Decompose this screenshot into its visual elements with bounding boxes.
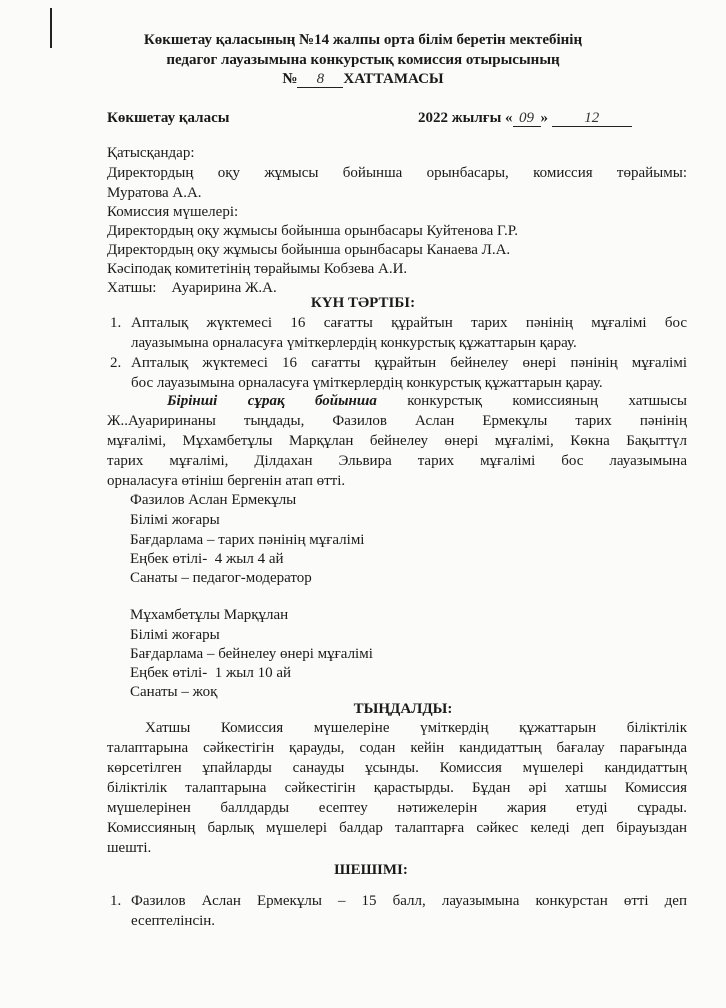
heard-line-1: Хатшы Комиссия мүшелеріне үміткердің құжаттарын біліктілік [145,720,687,736]
member-3: Кәсіподақ комитетінің төрайымы Кобзева А.И. [107,261,408,277]
participants-label: Қатысқандар: [107,145,195,161]
member-1: Директордың оқу жұмысы бойынша орынбасары Куйтенова Г.Р. [107,223,518,239]
heard-line-6: Комиссияның барлық мүшелері балдар талаптарға сәйкес келеді деп бірауыздан [107,820,687,836]
candidate-2-category: Санаты – жоқ [130,684,218,700]
chair-line-1: Директордың оқу жұмысы бойынша орынбасары, комиссия төрайымы: [107,165,687,181]
candidate-2-education: Білімі жоғары [130,627,220,643]
heard-line-3: көрсетілген ұпайларды санауды ұсынды. Комиссия мүшелері кандидаттың [107,760,687,776]
candidate-2-program: Бағдарлама – бейнелеу өнері мұғалімі [130,646,373,662]
candidate-1-program: Бағдарлама – тарих пәнінің мұғалімі [130,532,365,548]
agenda-item-1-line-1: Апталық жүктемесі 16 сағатты құрайтын тарих пәнінің мұғалімі бос [131,315,687,331]
decision-title: ШЕШІМІ: [334,862,408,878]
first-question-lead: Бірінші сұрақ бойынша [167,393,377,409]
heard-line-7: шешті. [107,840,152,856]
candidate-2-experience: Еңбек өтілі- 1 жыл 10 ай [130,665,292,681]
agenda-item-2-line-1: Апталық жүктемесі 16 сағатты құрайтын бейнелеу өнері пәнінің мұғалімі [131,355,687,371]
candidate-1-education: Білімі жоғары [130,512,220,528]
heard-line-2: талаптарына сәйкестігін қарауды, содан кейін кандидаттың бағалау парағында [107,740,687,756]
protocol-number-field: 8 [297,72,343,88]
heard-line-5: мүшелерінен баллдарды есептеу нәтижелерін жария етуді сұрады. [107,800,687,816]
city: Көкшетау қаласы [107,110,230,126]
header-line-1: Көкшетау қаласының №14 жалпы орта білім беретін мектебінің [143,32,583,48]
first-question-line-2: Ж..Ауариринаны тыңдады, Фазилов Аслан Ермекұлы тарих пәнінің [107,413,687,429]
agenda-item-2-number: 2. [110,355,122,371]
candidate-1-experience: Еңбек өтілі- 4 жыл 4 ай [130,551,284,567]
header-line-3 [0,69,726,89]
heard-line-4: біліктілік талаптарына сәйкестігін қарастырды. Бұдан әрі хатшы Комиссия [107,780,687,796]
agenda-item-1-line-2: лауазымына орналасуға үміткерлердің конкурстық құжаттарын қарау. [131,335,577,351]
decision-item-1-line-1: Фазилов Аслан Ермекұлы – 15 балл, лауазымына конкурстан өтті деп [131,893,687,909]
protocol-title: ХАТТАМАСЫ [343,71,444,87]
first-question-line-1 [167,391,687,411]
decision-item-1-number: 1. [110,893,122,909]
chair-line-2: Муратова А.А. [107,185,202,201]
day-field: 09 [513,111,541,127]
agenda-item-1-number: 1. [110,315,122,331]
heard-title: ТЫҢДАЛДЫ: [353,701,453,717]
date-line [418,108,632,128]
agenda-title: КҮН ТӘРТІБІ: [310,295,416,311]
quote-close: » [540,110,549,126]
agenda-item-2-line-2: бос лауазымына орналасуға үміткерлердің конкурстық құжаттарын қарау. [131,375,603,391]
member-2: Директордың оқу жұмысы бойынша орынбасары Канаева Л.А. [107,242,511,258]
candidate-1-category: Санаты – педагог-модератор [130,570,312,586]
first-question-line-4: тарих мұғалімі, Ділдахан Эльвира тарих мұғалімі бос лауазымына [107,453,687,469]
month-field: 12 [552,111,632,127]
secretary: Хатшы: Ауаририна Ж.А. [107,280,277,296]
first-question-line-1-rest: конкурстық комиссияның хатшысы [407,393,687,409]
candidate-1-name: Фазилов Аслан Ермекұлы [130,492,297,508]
members-label: Комиссия мүшелері: [107,204,239,220]
candidate-2-name: Мұхамбетұлы Марқұлан [130,607,289,623]
decision-item-1-line-2: есептелінсін. [131,913,216,929]
protocol-number-prefix: № [282,71,298,87]
year-prefix: 2022 жылғы « [418,110,513,126]
first-question-line-5: орналасуға өтініш бергенін атап өтті. [107,473,346,489]
header-line-2: педагог лауазымына конкурстық комиссия отырысының [166,52,560,68]
first-question-line-3: мұғалімі, Мұхамбетұлы Марқұлан бейнелеу өнері мұғалімі, Көкна Бақыттүл [107,433,687,449]
